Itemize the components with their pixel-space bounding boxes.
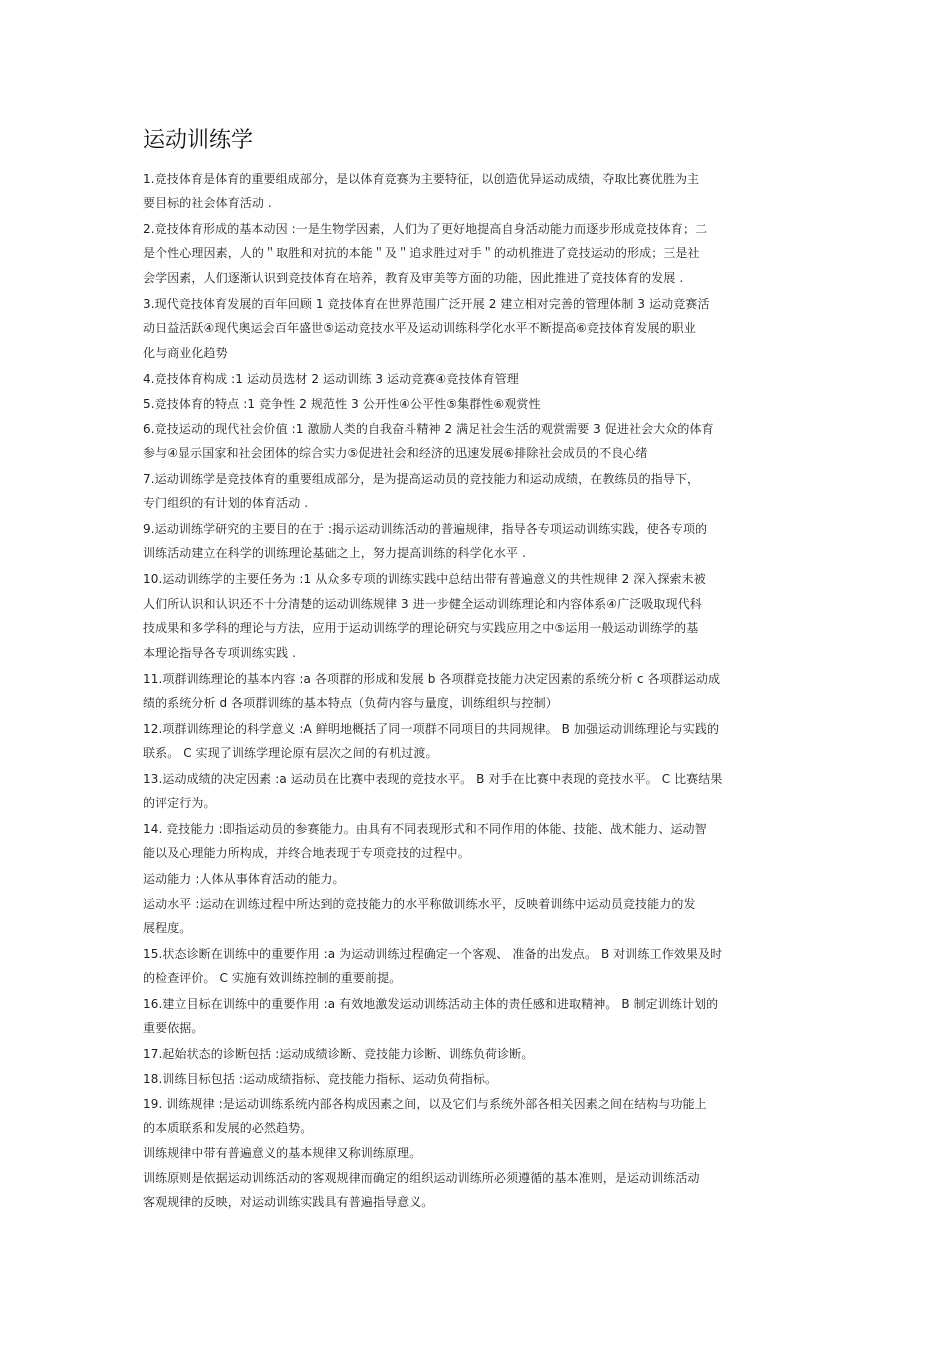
text-line: 10.运动训练学的主要任务为 :1 从众多专项的训练实践中总结出带有普遍意义的共性规律 2 深入探索未被	[143, 572, 706, 586]
text-line: 本理论指导各专项训练实践 .	[143, 646, 297, 660]
text-line: 人们所认识和认识还不十分清楚的运动训练规律 3 进一步健全运动训练理论和内容体系④广泛吸取现代科	[143, 597, 702, 611]
text-line: 绩的系统分析 d 各项群训练的基本特点（负荷内容与量度，训练组织与控制）	[143, 696, 558, 710]
text-line: 会学因素，人们逐渐认识到竞技体育在培养，教育及审美等方面的功能，因此推进了竞技体育的发展 .	[143, 271, 684, 285]
text-line: 技成果和多学科的理论与方法，应用于运动训练学的理论研究与实践应用之中⑤运用一般运动训练学的基	[143, 621, 699, 635]
text-line: 运动能力 :人体从事体育活动的能力。	[143, 872, 345, 886]
text-line: 联系。 C 实现了训练学理论原有层次之间的有机过渡。	[143, 746, 438, 760]
text-line: 7.运动训练学是竞技体育的重要组成部分，是为提高运动员的竞技能力和运动成绩，在教练员的指导下，	[143, 472, 700, 486]
text-line: 专门组织的有计划的体育活动 .	[143, 496, 309, 510]
text-line: 15.状态诊断在训练中的重要作用 :a 为运动训练过程确定一个客观、 准备的出发点。 B 对训练工作效果及时	[143, 947, 723, 961]
document-title: 运动训练学	[143, 128, 254, 153]
text-line: 重要依据。	[143, 1021, 204, 1035]
text-line: 4.竞技体育构成 :1 运动员选材 2 运动训练 3 运动竞赛④竞技体育管理	[143, 372, 519, 386]
text-line: 的评定行为。	[143, 796, 216, 810]
text-line: 训练规律中带有普遍意义的基本规律又称训练原理。	[143, 1146, 422, 1160]
text-line: 的本质联系和发展的必然趋势。	[143, 1121, 313, 1135]
text-line: 13.运动成绩的决定因素 :a 运动员在比赛中表现的竞技水平。 B 对手在比赛中表现的竞技水平。 C 比赛结果	[143, 772, 723, 786]
text-line: 9.运动训练学研究的主要目的在于 :揭示运动训练活动的普遍规律，指导各专项运动训练实践，使各专项的	[143, 522, 708, 536]
text-line: 2.竞技体育形成的基本动因 :一是生物学因素，人们为了更好地提高自身活动能力而逐步形成竞技体育；二	[143, 222, 708, 236]
text-line: 的检查评价。 C 实施有效训练控制的重要前提。	[143, 971, 402, 985]
text-line: 11.项群训练理论的基本内容 :a 各项群的形成和发展 b 各项群竞技能力决定因素的系统分析 c 各项群运动成	[143, 672, 721, 686]
text-line: 参与④显示国家和社会团体的综合实力⑤促进社会和经济的迅速发展⑥排除社会成员的不良心绪	[143, 446, 648, 460]
text-line: 12.项群训练理论的科学意义 :A 鲜明地概括了同一项群不同项目的共同规律。 B 加强运动训练理论与实践的	[143, 722, 720, 736]
text-line: 能以及心理能力所构成，并终合地表现于专项竞技的过程中。	[143, 846, 470, 860]
text-line: 6.竞技运动的现代社会价值 :1 激励人类的自我奋斗精神 2 满足社会生活的观赏需要 3 促进社会大众的体育	[143, 422, 714, 436]
text-line: 客观规律的反映，对运动训练实践具有普遍指导意义。	[143, 1195, 434, 1209]
text-line: 16.建立目标在训练中的重要作用 :a 有效地激发运动训练活动主体的责任感和进取精神。 B 制定训练计划的	[143, 997, 719, 1011]
text-line: 训练原则是依据运动训练活动的客观规律而确定的组织运动训练所必须遵循的基本准则，是运动训练活动	[143, 1171, 700, 1185]
text-line: 14. 竞技能力 :即指运动员的参赛能力。由具有不同表现形式和不同作用的体能、技能、战术能力、运动智	[143, 822, 707, 836]
text-line: 18.训练目标包括 :运动成绩指标、竞技能力指标、运动负荷指标。	[143, 1072, 498, 1086]
text-line: 19. 训练规律 :是运动训练系统内部各构成因素之间，以及它们与系统外部各相关因素之间在结构与功能上	[143, 1097, 707, 1111]
text-line: 动日益活跃④现代奥运会百年盛世⑤运动竞技水平及运动训练科学化水平不断提高⑥竞技体育发展的职业	[143, 321, 696, 335]
text-line: 5.竞技体育的特点 :1 竞争性 2 规范性 3 公开性④公平性⑤集群性⑥观赏性	[143, 397, 541, 411]
text-line: 训练活动建立在科学的训练理论基础之上，努力提高训练的科学化水平 .	[143, 546, 526, 560]
text-line: 17.起始状态的诊断包括 :运动成绩诊断、竞技能力诊断、训练负荷诊断。	[143, 1047, 534, 1061]
text-line: 1.竞技体育是体育的重要组成部分，是以体育竞赛为主要特征，以创造优异运动成绩，夺取比赛优胜为主	[143, 172, 700, 186]
text-line: 化与商业化趋势	[143, 346, 228, 360]
text-line: 展程度。	[143, 921, 192, 935]
text-line: 3.现代竞技体育发展的百年回顾 1 竞技体育在世界范围广泛开展 2 建立相对完善的管理体制 3 运动竞赛活	[143, 297, 710, 311]
text-line: 运动水平 :运动在训练过程中所达到的竞技能力的水平称做训练水平，反映着训练中运动员竞技能力的发	[143, 897, 696, 911]
text-line: 要目标的社会体育活动 .	[143, 196, 272, 210]
text-line: 是个性心理因素，人的＂取胜和对抗的本能＂及＂追求胜过对手＂的动机推进了竞技运动的形成；三是社	[143, 246, 700, 260]
